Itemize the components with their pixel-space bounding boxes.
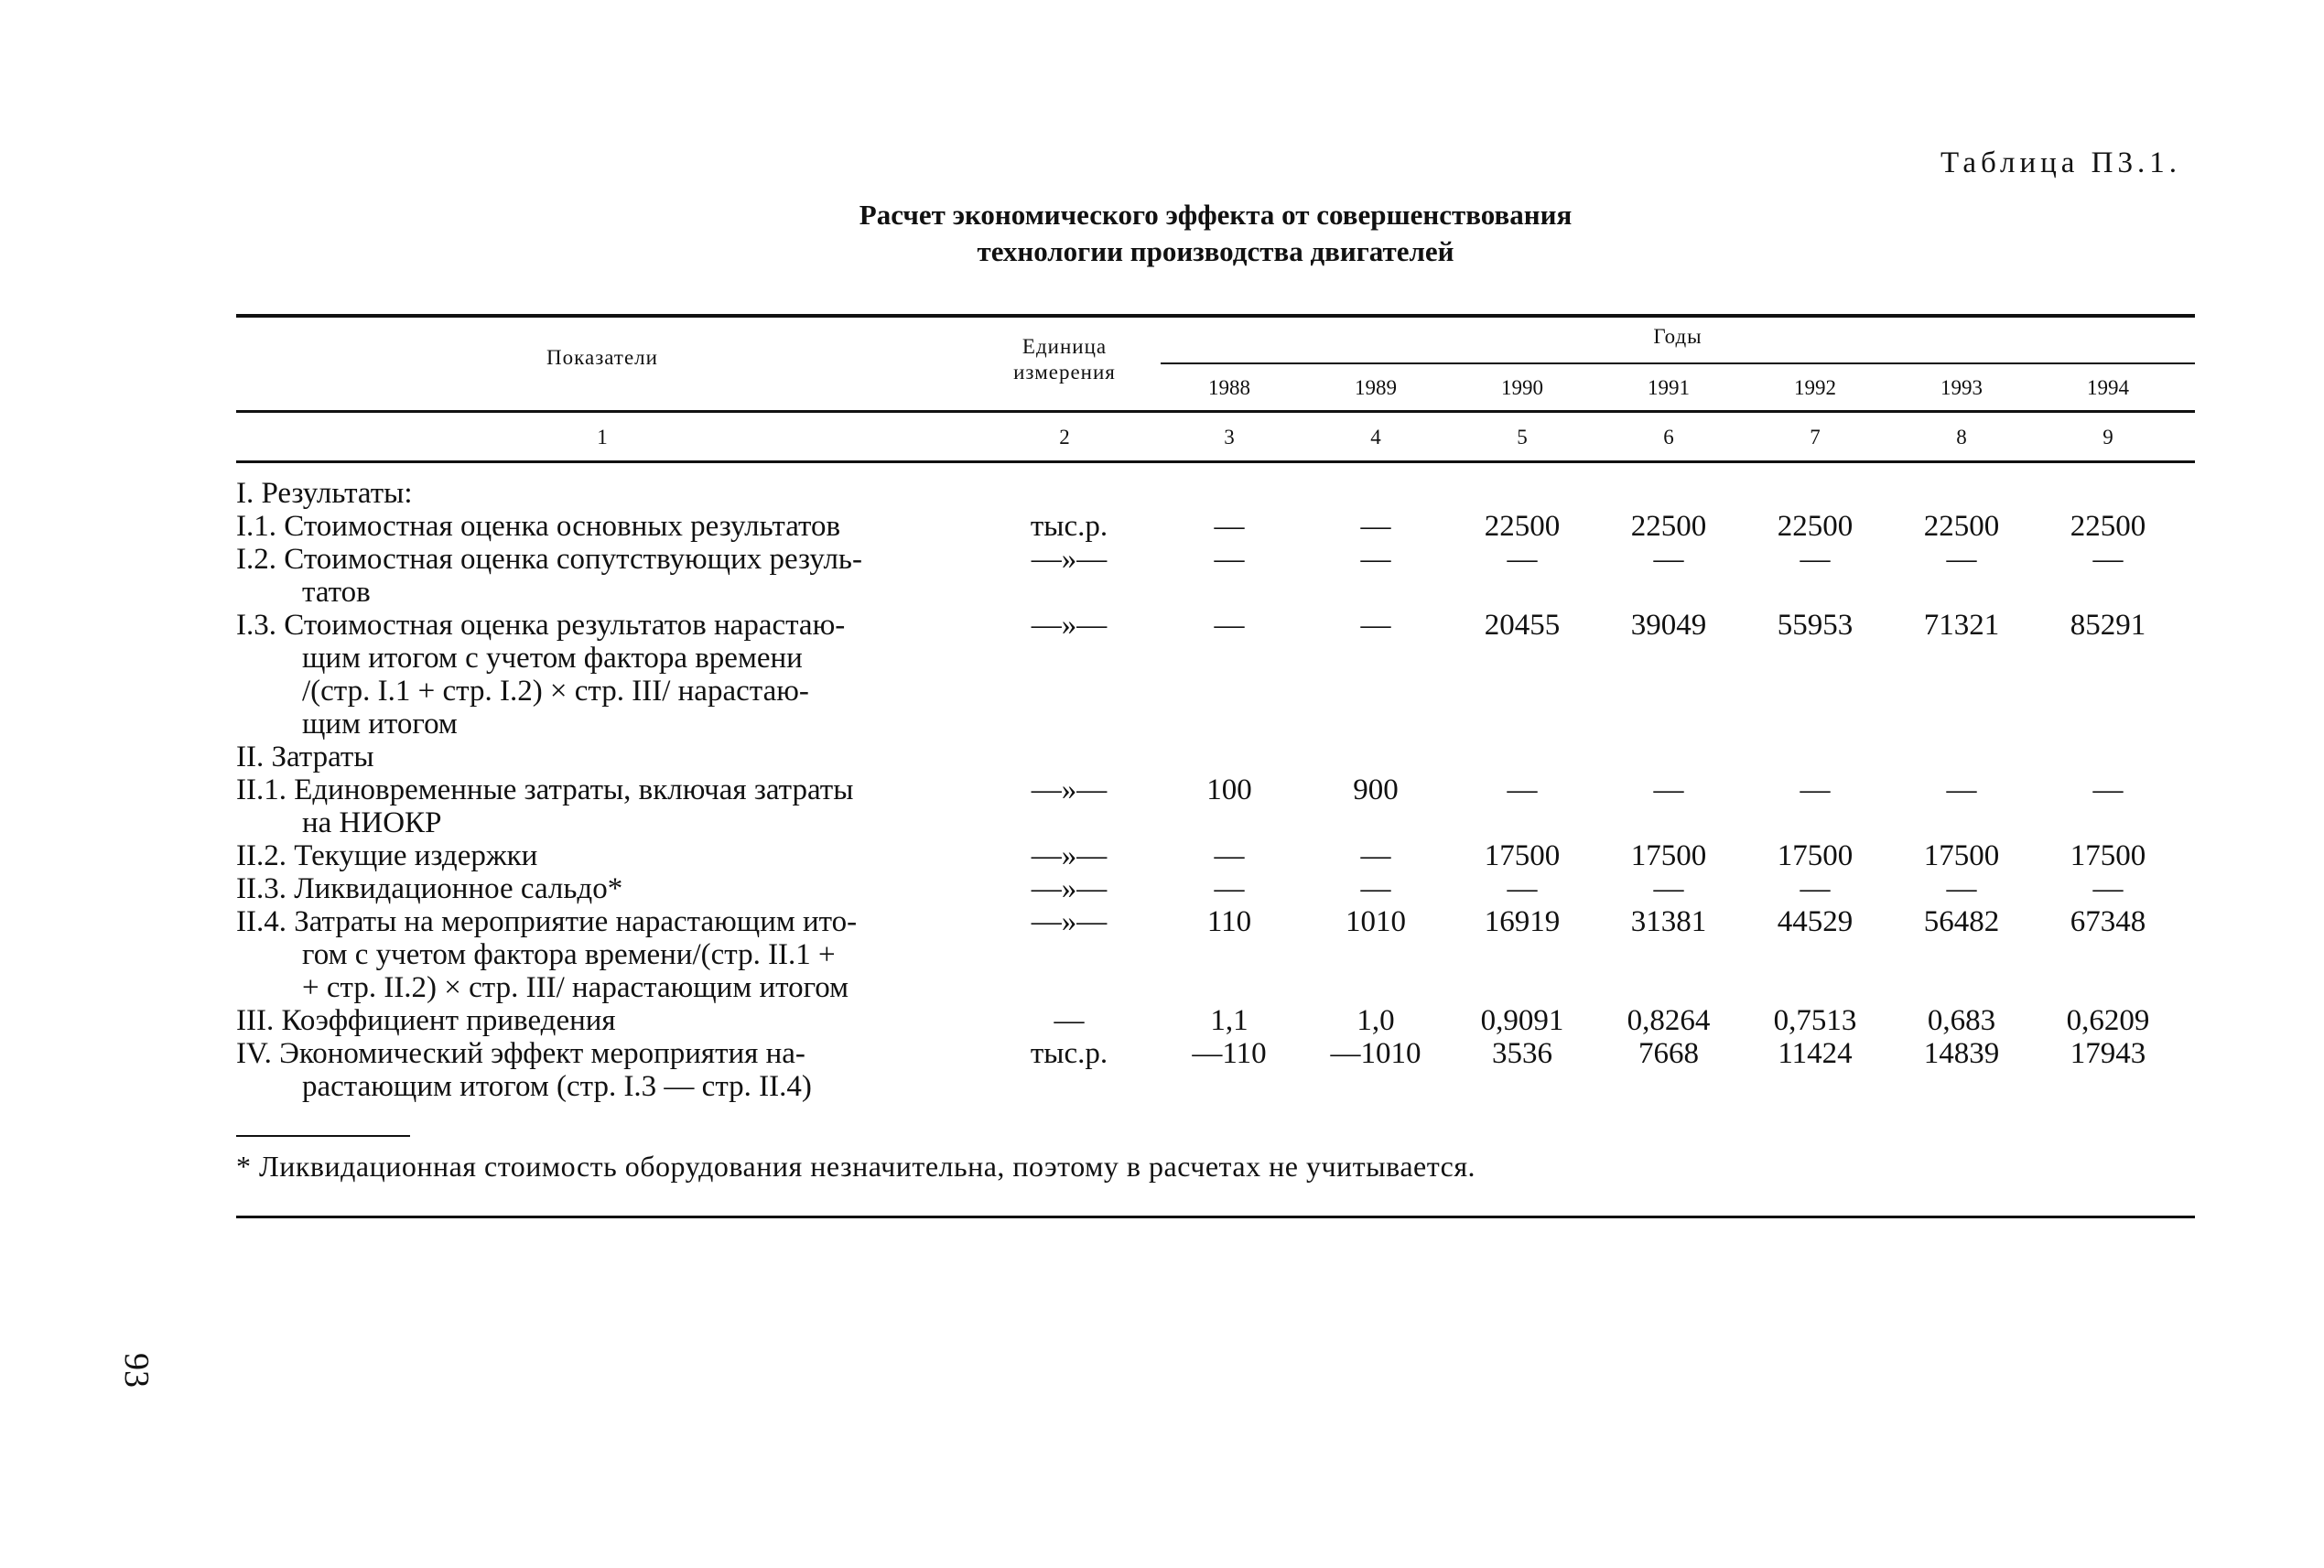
- cell-1991: 39049: [1630, 609, 1707, 642]
- row-label: [236, 872, 968, 905]
- cell-1993: 71321: [1923, 609, 2000, 642]
- header-year-1992: 1992: [1794, 376, 1836, 399]
- header-year-1991: 1991: [1648, 376, 1690, 399]
- cell-1992: 55953: [1777, 609, 1854, 642]
- cell-1991: —: [1653, 872, 1684, 905]
- cell-1994: —: [2092, 773, 2124, 806]
- cell-1991: —: [1653, 773, 1684, 806]
- cell-1992: —: [1800, 543, 1831, 576]
- cell-1990: —: [1507, 872, 1538, 905]
- row-label-line: растающим итогом (стр. I.3 — стр. II.4): [302, 1070, 812, 1103]
- row-label-line: щим итогом: [302, 708, 458, 741]
- cell-1991: 22500: [1630, 510, 1707, 543]
- footnote-separator: [236, 1135, 410, 1137]
- row-label: [236, 543, 968, 609]
- table-title: [0, 197, 2324, 270]
- cell-1992: —: [1800, 872, 1831, 905]
- header-year-1990: 1990: [1501, 376, 1543, 399]
- column-number-6: 6: [1663, 426, 1674, 449]
- row-label-line: II.3. Ликвидационное сальдо*: [236, 872, 623, 905]
- row-label: [236, 773, 968, 839]
- cell-1989: 1010: [1346, 905, 1406, 938]
- row-label-line: III. Коэффициент приведения: [236, 1004, 616, 1037]
- row-unit: —»—: [1031, 609, 1108, 642]
- row-label-line: II.4. Затраты на мероприятие нарастающим ито-: [236, 905, 858, 938]
- cell-1992: 44529: [1777, 905, 1854, 938]
- row-unit: —»—: [1031, 773, 1108, 806]
- cell-1990: 22500: [1484, 510, 1561, 543]
- cell-1990: 16919: [1484, 905, 1561, 938]
- row-label: [236, 609, 968, 741]
- cell-1992: 22500: [1777, 510, 1854, 543]
- row-label-line: на НИОКР: [302, 806, 442, 839]
- cell-1990: 3536: [1492, 1037, 1552, 1070]
- cell-1989: —: [1360, 510, 1391, 543]
- column-number-1: 1: [597, 426, 608, 449]
- row-label-line: I.1. Стоимостная оценка основных результатов: [236, 510, 841, 543]
- row-label: [236, 1037, 968, 1103]
- cell-1989: —: [1360, 839, 1391, 872]
- column-number-9: 9: [2102, 426, 2113, 449]
- column-number-7: 7: [1810, 426, 1821, 449]
- header-unit-line-2: измерения: [1013, 361, 1116, 384]
- cell-1992: 11424: [1778, 1037, 1853, 1070]
- row-label: [236, 839, 968, 872]
- cell-1988: 100: [1206, 773, 1252, 806]
- row-label: [236, 741, 968, 773]
- cell-1990: 17500: [1484, 839, 1561, 872]
- cell-1989: 900: [1353, 773, 1399, 806]
- cell-1988: 110: [1206, 905, 1252, 938]
- cell-1991: 0,8264: [1627, 1004, 1711, 1037]
- column-number-4: 4: [1370, 426, 1381, 449]
- cell-1994: 0,6209: [2066, 1004, 2150, 1037]
- cell-1988: —: [1214, 872, 1245, 905]
- row-label-line: II. Затраты: [236, 741, 374, 773]
- cell-1994: 85291: [2070, 609, 2146, 642]
- column-number-2: 2: [1059, 426, 1070, 449]
- cell-1991: 17500: [1630, 839, 1707, 872]
- header-year-1989: 1989: [1355, 376, 1397, 399]
- cell-1991: 7668: [1638, 1037, 1699, 1070]
- cell-1993: 0,683: [1927, 1004, 1996, 1037]
- row-label-line: I.2. Стоимостная оценка сопутствующих резуль-: [236, 543, 862, 576]
- cell-1989: 1,0: [1357, 1004, 1395, 1037]
- cell-1988: —110: [1192, 1037, 1267, 1070]
- row-label-line: IV. Экономический эффект мероприятия на-: [236, 1037, 805, 1070]
- row-label-line: + стр. II.2) × стр. III/ нарастающим итогом: [302, 971, 849, 1004]
- cell-1989: —: [1360, 543, 1391, 576]
- column-number-5: 5: [1517, 426, 1528, 449]
- table-bottom-rule: [236, 1216, 2195, 1218]
- cell-1993: 56482: [1923, 905, 2000, 938]
- cell-1994: —: [2092, 872, 2124, 905]
- column-number-3: 3: [1224, 426, 1235, 449]
- row-label-line: щим итогом с учетом фактора времени: [302, 642, 803, 675]
- header-years-group: Годы: [1653, 325, 1702, 348]
- header-unit-line-1: Единица: [1021, 335, 1108, 358]
- cell-1994: —: [2092, 543, 2124, 576]
- cell-1990: 0,9091: [1480, 1004, 1564, 1037]
- cell-1991: 31381: [1630, 905, 1707, 938]
- cell-1990: 20455: [1484, 609, 1561, 642]
- table-title-line-2: технологии производства двигателей: [977, 235, 1454, 267]
- cell-1988: 1,1: [1210, 1004, 1248, 1037]
- cell-1989: —: [1360, 609, 1391, 642]
- cell-1990: —: [1507, 543, 1538, 576]
- header-year-1988: 1988: [1208, 376, 1250, 399]
- cell-1993: 14839: [1923, 1037, 2000, 1070]
- cell-1989: —: [1360, 872, 1391, 905]
- row-label-line: /(стр. I.1 + стр. I.2) × стр. III/ нарастаю-: [302, 675, 809, 708]
- cell-1994: 17943: [2070, 1037, 2146, 1070]
- cell-1988: —: [1214, 510, 1245, 543]
- cell-1993: —: [1946, 773, 1977, 806]
- years-group-rule: [1161, 362, 2195, 364]
- row-unit: —»—: [1031, 543, 1108, 576]
- cell-1989: —1010: [1330, 1037, 1421, 1070]
- row-label-line: II.2. Текущие издержки: [236, 839, 538, 872]
- header-year-1994: 1994: [2087, 376, 2129, 399]
- row-label-line: татов: [302, 576, 371, 609]
- column-number-8: 8: [1956, 426, 1967, 449]
- cell-1993: —: [1946, 872, 1977, 905]
- table-top-rule: [236, 314, 2195, 318]
- column-numbers-rule: [236, 460, 2195, 463]
- cell-1994: 22500: [2070, 510, 2146, 543]
- row-label-line: гом с учетом фактора времени/(стр. II.1 +: [302, 938, 836, 971]
- cell-1992: —: [1800, 773, 1831, 806]
- row-label-line: II.1. Единовременные затраты, включая затраты: [236, 773, 854, 806]
- cell-1988: —: [1214, 839, 1245, 872]
- header-year-1993: 1993: [1940, 376, 1983, 399]
- table-label: Таблица П3.1.: [1940, 146, 2181, 179]
- row-label: [236, 1004, 968, 1037]
- cell-1992: 0,7513: [1773, 1004, 1857, 1037]
- footnote: * Ликвидационная стоимость оборудования незначительна, поэтому в расчетах не учитывается.: [236, 1150, 1476, 1183]
- header-bottom-rule: [236, 410, 2195, 413]
- row-label: [236, 477, 968, 510]
- cell-1993: —: [1946, 543, 1977, 576]
- cell-1994: 17500: [2070, 839, 2146, 872]
- row-unit: —»—: [1031, 872, 1108, 905]
- row-label: [236, 905, 968, 1004]
- row-unit: тыс.р.: [1030, 1037, 1108, 1070]
- page-number: 93: [117, 1353, 156, 1388]
- cell-1994: 67348: [2070, 905, 2146, 938]
- cell-1991: —: [1653, 543, 1684, 576]
- cell-1988: —: [1214, 543, 1245, 576]
- row-label-line: I.3. Стоимостная оценка результатов нарастаю-: [236, 609, 846, 642]
- row-unit: —: [1054, 1004, 1085, 1037]
- cell-1993: 22500: [1923, 510, 2000, 543]
- cell-1988: —: [1214, 609, 1245, 642]
- cell-1990: —: [1507, 773, 1538, 806]
- header-indicators: Показатели: [546, 346, 658, 369]
- header-unit: [968, 334, 1161, 385]
- row-label: [236, 510, 968, 543]
- row-unit: —»—: [1031, 839, 1108, 872]
- cell-1992: 17500: [1777, 839, 1854, 872]
- cell-1993: 17500: [1923, 839, 2000, 872]
- row-unit: тыс.р.: [1030, 510, 1108, 543]
- row-unit: —»—: [1031, 905, 1108, 938]
- row-label-line: I. Результаты:: [236, 477, 413, 510]
- table-title-line-1: Расчет экономического эффекта от совершенствования: [859, 199, 1573, 231]
